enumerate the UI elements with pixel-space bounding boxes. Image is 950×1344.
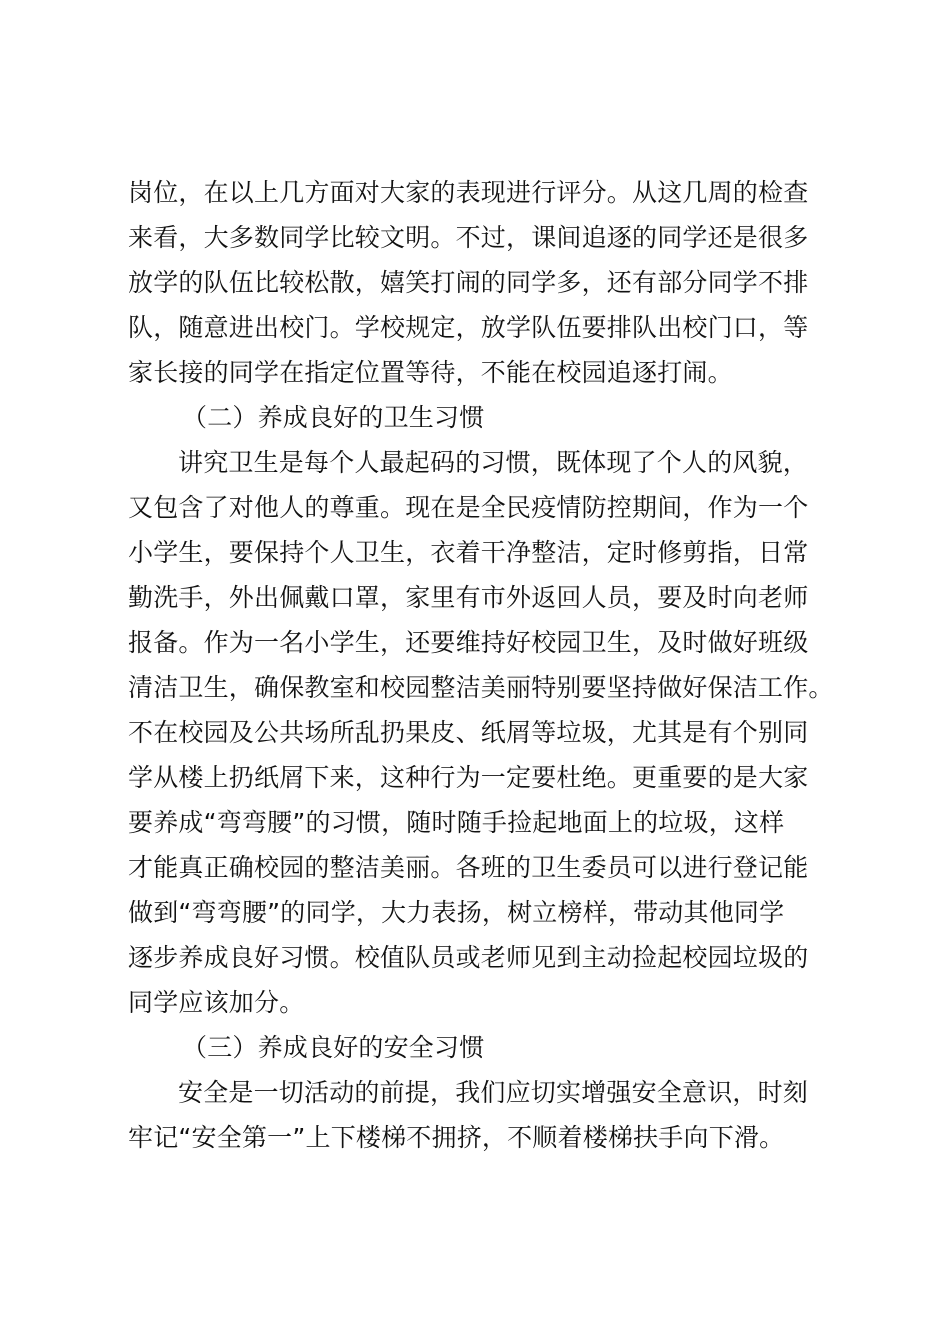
text-line: 牢记“安全第一”上下楼梯不拥挤，不顺着楼梯扶手向下滑。 (128, 1123, 785, 1152)
text-line: 家长接的同学在指定位置等待，不能在校园追逐打闹。 (128, 358, 733, 387)
text-line: 来看，大多数同学比较文明。不过，课间追逐的同学还是很多 (128, 223, 809, 252)
section-heading-safety: （三）养成良好的安全习惯 (182, 1033, 485, 1062)
text-line: 又包含了对他人的尊重。现在是全民疫情防控期间，作为一个 (128, 493, 809, 522)
text-line: 放学的队伍比较松散，嬉笑打闹的同学多，还有部分同学不排 (128, 268, 809, 297)
paragraph-first-line: 讲究卫生是每个人最起码的习惯，既体现了个人的风貌， (178, 448, 809, 477)
text-line: 小学生，要保持个人卫生，衣着干净整洁，定时修剪指，日常 (128, 538, 809, 567)
text-line: 队，随意进出校门。学校规定，放学队伍要排队出校门口，等 (128, 313, 809, 342)
text-line: 勤洗手，外出佩戴口罩，家里有市外返回人员，要及时向老师 (128, 583, 809, 612)
text-line: 做到“弯弯腰”的同学，大力表扬，树立榜样，带动其他同学 (128, 898, 785, 927)
paragraph-first-line: 安全是一切活动的前提，我们应切实增强安全意识，时刻 (178, 1078, 809, 1107)
body-text (128, 170, 834, 1160)
text-line: 学从楼上扔纸屑下来，这种行为一定要杜绝。更重要的是大家 (128, 763, 809, 792)
text-line: 岗位，在以上几方面对大家的表现进行评分。从这几周的检查 (128, 178, 809, 207)
text-line: 清洁卫生，确保教室和校园整洁美丽特别要坚持做好保洁工作。 (128, 673, 834, 702)
section-heading-hygiene: （二）养成良好的卫生习惯 (182, 403, 485, 432)
text-line: 不在校园及公共场所乱扔果皮、纸屑等垃圾，尤其是有个别同 (128, 718, 809, 747)
text-line: 同学应该加分。 (128, 988, 305, 1017)
text-line: 逐步养成良好习惯。校值队员或老师见到主动捡起校园垃圾的 (128, 943, 809, 972)
text-line: 要养成“弯弯腰”的习惯，随时随手捡起地面上的垃圾，这样 (128, 808, 785, 837)
text-line: 报备。作为一名小学生，还要维持好校园卫生，及时做好班级 (128, 628, 809, 657)
text-line: 才能真正确校园的整洁美丽。各班的卫生委员可以进行登记能 (128, 853, 809, 882)
